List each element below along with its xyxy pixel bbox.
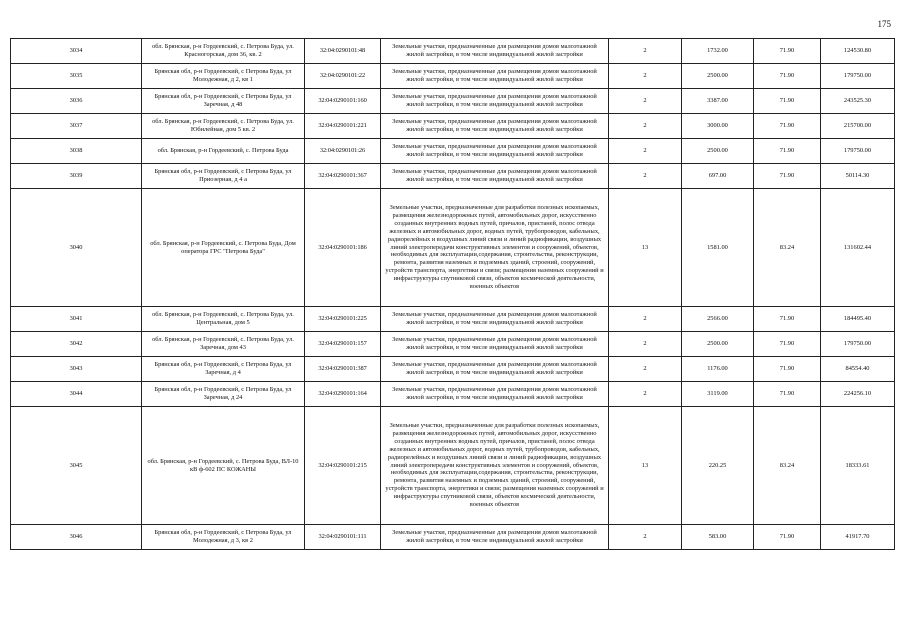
address-cell: обл. Брянская, р-н Гордеевский, с. Петрова Буда, ул. Красногорская, дом 36, кв. 2 <box>142 39 305 64</box>
area-cell: 3000.00 <box>682 114 754 139</box>
permitted-use-cell: Земельные участки, предназначенные для размещения домов малоэтажной жилой застройки, в том числе индивидуальной жилой застройки <box>381 357 609 382</box>
address-cell: Брянская обл, р-н Гордеевский, с Петрова Буда, ул Заречная, д 4 <box>142 357 305 382</box>
table-row <box>11 139 895 164</box>
table-row <box>11 525 895 550</box>
area-cell: 1581.00 <box>682 189 754 307</box>
use-group-cell: 2 <box>609 39 682 64</box>
permitted-use-cell: Земельные участки, предназначенные для размещения домов малоэтажной жилой застройки, в том числе индивидуальной жилой застройки <box>381 64 609 89</box>
address-cell: обл. Брянская, р-н Гордеевский, с. Петрова Буда <box>142 139 305 164</box>
row-number: 3035 <box>11 64 142 89</box>
address-cell: обл. Брянская, р-н Гордеевский, с. Петрова Буда, Дом оператора ГРС "Петрова Буда" <box>142 189 305 307</box>
rate-cell: 83.24 <box>754 189 821 307</box>
rate-cell: 71.90 <box>754 139 821 164</box>
rate-cell: 83.24 <box>754 407 821 525</box>
address-cell: Брянская обл, р-н Гордеевский, с Петрова Буда, ул Молодежная, д 2, кв 1 <box>142 64 305 89</box>
table-row <box>11 407 895 525</box>
area-cell: 2500.00 <box>682 332 754 357</box>
table-row <box>11 64 895 89</box>
cadastral-value-cell: 18333.61 <box>821 407 895 525</box>
cadastral-value-cell: 41917.70 <box>821 525 895 550</box>
row-number: 3045 <box>11 407 142 525</box>
table-row <box>11 357 895 382</box>
rate-cell: 71.90 <box>754 357 821 382</box>
row-number: 3042 <box>11 332 142 357</box>
cadastral-number-cell: 32:04:0290101:225 <box>305 307 381 332</box>
use-group-cell: 2 <box>609 64 682 89</box>
cadastral-value-cell: 179750.00 <box>821 139 895 164</box>
cadastral-value-cell: 124530.80 <box>821 39 895 64</box>
rate-cell: 71.90 <box>754 164 821 189</box>
use-group-cell: 2 <box>609 382 682 407</box>
table-row <box>11 382 895 407</box>
cadastral-number-cell: 32:04:0290101:186 <box>305 189 381 307</box>
rate-cell: 71.90 <box>754 64 821 89</box>
cadastral-number-cell: 32:04:0290101:26 <box>305 139 381 164</box>
permitted-use-cell: Земельные участки, предназначенные для размещения домов малоэтажной жилой застройки, в том числе индивидуальной жилой застройки <box>381 139 609 164</box>
table-body <box>11 39 895 550</box>
cadastral-number-cell: 32:04:0290101:48 <box>305 39 381 64</box>
use-group-cell: 2 <box>609 357 682 382</box>
cadastral-value-cell: 184495.40 <box>821 307 895 332</box>
table-row <box>11 307 895 332</box>
use-group-cell: 2 <box>609 525 682 550</box>
table-row <box>11 39 895 64</box>
use-group-cell: 2 <box>609 114 682 139</box>
rate-cell: 71.90 <box>754 382 821 407</box>
cadastral-value-cell: 179750.00 <box>821 332 895 357</box>
address-cell: обл. Брянская, р-н Гордеевский, с. Петрова Буда, ул. Заречная, дом 43 <box>142 332 305 357</box>
rate-cell: 71.90 <box>754 332 821 357</box>
cadastral-number-cell: 32:04:0290101:111 <box>305 525 381 550</box>
cadastral-number-cell: 32:04:0290101:215 <box>305 407 381 525</box>
cadastral-number-cell: 32:04:0290101:164 <box>305 382 381 407</box>
address-cell: Брянская обл, р-н Гордеевский, с Петрова Буда, ул Заречная, д 24 <box>142 382 305 407</box>
row-number: 3044 <box>11 382 142 407</box>
row-number: 3040 <box>11 189 142 307</box>
permitted-use-cell: Земельные участки, предназначенные для размещения домов малоэтажной жилой застройки, в том числе индивидуальной жилой застройки <box>381 382 609 407</box>
address-cell: Брянская обл, р-н Гордеевский, с Петрова Буда, ул Заречная, д 48 <box>142 89 305 114</box>
permitted-use-cell: Земельные участки, предназначенные для размещения домов малоэтажной жилой застройки, в том числе индивидуальной жилой застройки <box>381 164 609 189</box>
row-number: 3034 <box>11 39 142 64</box>
permitted-use-cell: Земельные участки, предназначенные для размещения домов малоэтажной жилой застройки, в том числе индивидуальной жилой застройки <box>381 525 609 550</box>
use-group-cell: 13 <box>609 407 682 525</box>
table-row <box>11 114 895 139</box>
cadastral-value-cell: 224256.10 <box>821 382 895 407</box>
table-row <box>11 189 895 307</box>
table-row <box>11 164 895 189</box>
use-group-cell: 13 <box>609 189 682 307</box>
area-cell: 3387.00 <box>682 89 754 114</box>
permitted-use-cell: Земельные участки, предназначенные для размещения домов малоэтажной жилой застройки, в том числе индивидуальной жилой застройки <box>381 89 609 114</box>
cadastral-value-cell: 215700.00 <box>821 114 895 139</box>
area-cell: 3119.00 <box>682 382 754 407</box>
cadastral-number-cell: 32:04:0290101:221 <box>305 114 381 139</box>
permitted-use-cell: Земельные участки, предназначенные для размещения домов малоэтажной жилой застройки, в том числе индивидуальной жилой застройки <box>381 332 609 357</box>
rate-cell: 71.90 <box>754 114 821 139</box>
cadastral-number-cell: 32:04:0290101:22 <box>305 64 381 89</box>
cadastral-value-cell: 179750.00 <box>821 64 895 89</box>
cadastral-number-cell: 32:04:0290101:160 <box>305 89 381 114</box>
address-cell: обл. Брянская, р-н Гордеевский, с. Петрова Буда, ул. Центральная, дом 5 <box>142 307 305 332</box>
cadastral-number-cell: 32:04:0290101:367 <box>305 164 381 189</box>
use-group-cell: 2 <box>609 332 682 357</box>
use-group-cell: 2 <box>609 139 682 164</box>
land-registry-table <box>10 38 895 550</box>
row-number: 3037 <box>11 114 142 139</box>
use-group-cell: 2 <box>609 307 682 332</box>
row-number: 3043 <box>11 357 142 382</box>
area-cell: 2500.00 <box>682 139 754 164</box>
rate-cell: 71.90 <box>754 307 821 332</box>
row-number: 3046 <box>11 525 142 550</box>
area-cell: 1176.00 <box>682 357 754 382</box>
area-cell: 2500.00 <box>682 64 754 89</box>
use-group-cell: 2 <box>609 164 682 189</box>
row-number: 3039 <box>11 164 142 189</box>
cadastral-value-cell: 131602.44 <box>821 189 895 307</box>
row-number: 3041 <box>11 307 142 332</box>
cadastral-value-cell: 84554.40 <box>821 357 895 382</box>
cadastral-value-cell: 50114.30 <box>821 164 895 189</box>
cadastral-value-cell: 243525.30 <box>821 89 895 114</box>
table-row <box>11 89 895 114</box>
address-cell: обл. Брянская, р-н Гордеевский, с. Петрова Буда, ВЛ-10 кВ ф-602 ПС КОЖАНЫ <box>142 407 305 525</box>
use-group-cell: 2 <box>609 89 682 114</box>
permitted-use-cell: Земельные участки, предназначенные для разработки полезных ископаемых, размещения железнодорожных путей, автомобильных дорог, искусственно созданных внутренних водных путей, причалов, пристаней, полос отвода железных и автомобильных дорог, водных путей, трубопроводов, кабельных, радиорелейных и воздушных линий связи и линий радиофикации, воздушных линий электропередачи конструктивных элементов и сооружений, объектов, необходимых для эксплуатации,содержания, строительства, реконструкции, ремонта, развития наземных и подземных зданий, строений, сооружений, устройств транспорта, энергетики и связи; размещения наземных сооружений и инфраструктуры спутниковой связи, объектов космической деятельности, военных объектов <box>381 407 609 525</box>
area-cell: 2566.00 <box>682 307 754 332</box>
address-cell: Брянская обл, р-н Гордеевский, с Петрова Буда, ул Молодежная, д 3, кв 2 <box>142 525 305 550</box>
table-row <box>11 332 895 357</box>
cadastral-number-cell: 32:04:0290101:157 <box>305 332 381 357</box>
address-cell: Брянская обл, р-н Гордеевский, с Петрова Буда, ул Приозерная, д 4 а <box>142 164 305 189</box>
permitted-use-cell: Земельные участки, предназначенные для размещения домов малоэтажной жилой застройки, в том числе индивидуальной жилой застройки <box>381 307 609 332</box>
permitted-use-cell: Земельные участки, предназначенные для размещения домов малоэтажной жилой застройки, в том числе индивидуальной жилой застройки <box>381 114 609 139</box>
area-cell: 583.00 <box>682 525 754 550</box>
rate-cell: 71.90 <box>754 39 821 64</box>
rate-cell: 71.90 <box>754 89 821 114</box>
address-cell: обл. Брянская, р-н Гордеевский, с. Петрова Буда, ул. Юбилейная, дом 5 кв. 2 <box>142 114 305 139</box>
area-cell: 697.00 <box>682 164 754 189</box>
permitted-use-cell: Земельные участки, предназначенные для размещения домов малоэтажной жилой застройки, в том числе индивидуальной жилой застройки <box>381 39 609 64</box>
cadastral-number-cell: 32:04:0290101:387 <box>305 357 381 382</box>
row-number: 3038 <box>11 139 142 164</box>
area-cell: 220.25 <box>682 407 754 525</box>
rate-cell: 71.90 <box>754 525 821 550</box>
page-number: 175 <box>877 19 891 29</box>
permitted-use-cell: Земельные участки, предназначенные для разработки полезных ископаемых, размещения железнодорожных путей, автомобильных дорог, искусственно созданных внутренних водных путей, причалов, пристаней, полос отвода железных и автомобильных дорог, водных путей, трубопроводов, кабельных, радиорелейных и воздушных линий связи и линий радиофикации, воздушных линий электропередачи конструктивных элементов и сооружений, объектов, необходимых для эксплуатации,содержания, строительства, реконструкции, ремонта, развития наземных и подземных зданий, строений, сооружений, устройств транспорта, энергетики и связи; размещения наземных сооружений и инфраструктуры спутниковой связи, объектов космической деятельности, военных объектов <box>381 189 609 307</box>
row-number: 3036 <box>11 89 142 114</box>
area-cell: 1732.00 <box>682 39 754 64</box>
